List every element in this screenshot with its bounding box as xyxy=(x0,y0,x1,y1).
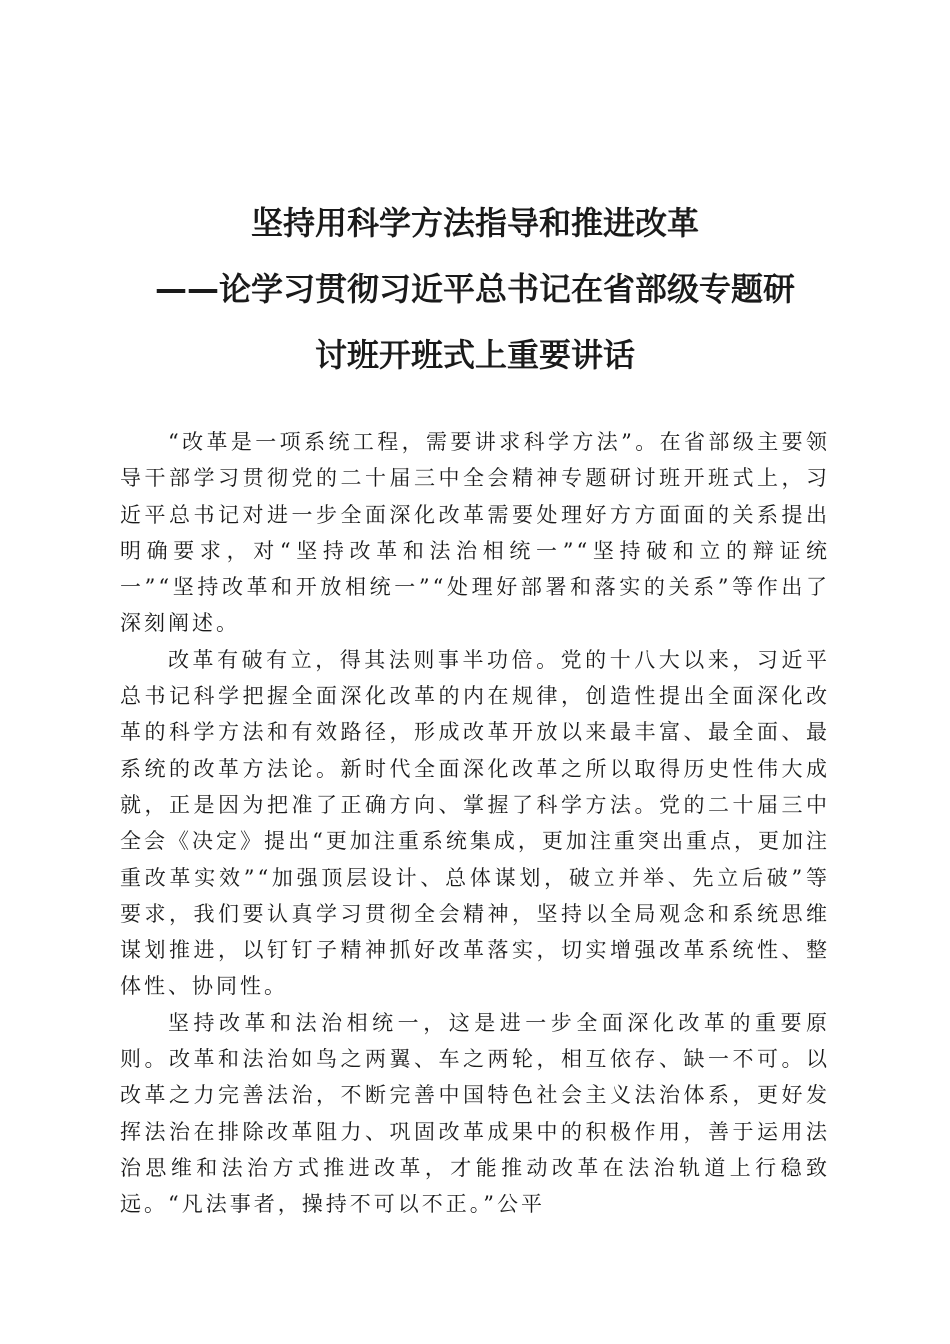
title-line-subtitle-1: ——论学习贯彻习近平总书记在省部级专题研 xyxy=(154,270,795,308)
paragraph-3: 坚持改革和法治相统一，这是进一步全面深化改革的重要原则。改革和法治如鸟之两翼、车之两轮，相互依存、缺一不可。以改革之力完善法治，不断完善中国特色社会主义法治体系，更好发挥法治在排除改革阻力、巩固改革成果中的积极作用，善于运用法治思维和法治方式推进改革，才能推动改革在法治轨道上行稳致远。“凡法事者，操持不可以不正。”公平 xyxy=(120,1010,830,1217)
paragraph-2: 改革有破有立，得其法则事半功倍。党的十八大以来，习近平总书记科学把握全面深化改革的内在规律，创造性提出全面深化改革的科学方法和有效路径，形成改革开放以来最丰富、最全面、最系统的改革方法论。新时代全面深化改革之所以取得历史性伟大成就，正是因为把准了正确方向、掌握了科学方法。党的二十届三中全会《决定》提出“更加注重系统集成，更加注重突出重点，更加注重改革实效”“加强顶层设计、总体谋划，破立并举、先立后破”等要求，我们要认真学习贯彻全会精神，坚持以全局观念和系统思维谋划推进，以钉钉子精神抓好改革落实，切实增强改革系统性、整体性、协同性。 xyxy=(120,647,830,999)
paragraph-1: “改革是一项系统工程，需要讲求科学方法”。在省部级主要领导干部学习贯彻党的二十届三中全会精神专题研讨班开班式上，习近平总书记对进一步全面深化改革需要处理好方方面面的关系提出明确要求，对“坚持改革和法治相统一”“坚持破和立的辩证统一”“坚持改革和开放相统一”“处理好部署和落实的关系”等作出了深刻阐述。 xyxy=(120,430,830,636)
document-body xyxy=(120,424,830,1223)
title-line-subtitle-2: 讨班开班式上重要讲话 xyxy=(314,336,635,374)
title-line-main: 坚持用科学方法指导和推进改革 xyxy=(250,204,699,242)
document-title xyxy=(110,190,840,388)
